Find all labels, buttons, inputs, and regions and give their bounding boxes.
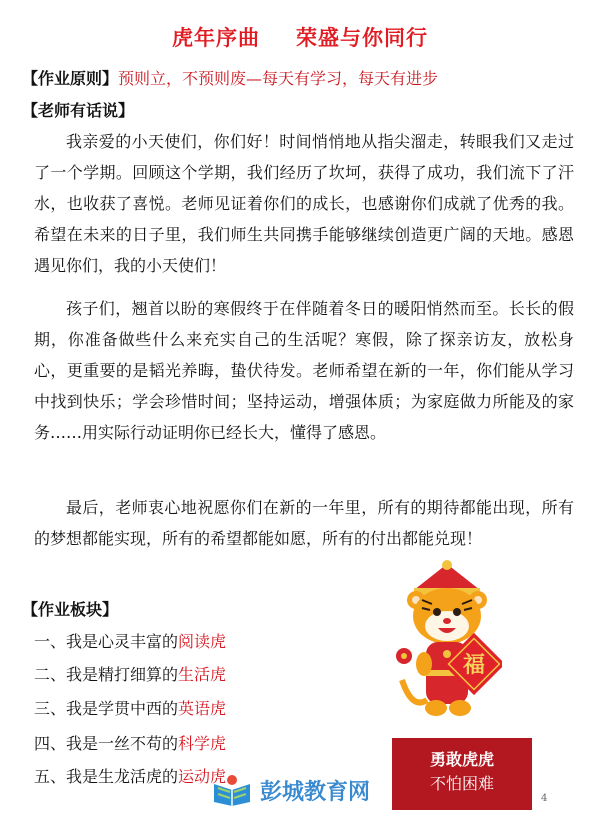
- module-item: [34, 629, 226, 652]
- module-item: [34, 731, 226, 754]
- module-prefix: 二、我是精打细算的: [34, 665, 179, 684]
- page-title: [0, 22, 600, 52]
- paragraph-1: 我亲爱的小天使们，你们好！时间悄悄地从指尖溜走，转眼我们又走过了一个学期。回顾这个学期，我们经历了坎坷，获得了成功，我们流下了汗水，也收获了喜悦。老师见证着你们的成长，也感谢你们成就了优秀的我。希望在未来的日子里，我们师生共同携手能够继续创造更广阔的天地。感恩遇见你们，我的小天使们！: [34, 132, 574, 275]
- badge-line-2: 不怕困难: [429, 774, 494, 793]
- book-icon: [210, 774, 254, 806]
- module-prefix: 五、我是生龙活虎的: [34, 767, 179, 786]
- title-left: 虎年序曲: [172, 26, 260, 50]
- slogan-badge: [392, 738, 532, 810]
- tiger-mascot-illustration: [392, 560, 502, 740]
- modules-label: [22, 597, 118, 620]
- teacher-label-text: 【老师有话说】: [22, 101, 135, 120]
- module-item: [34, 662, 226, 685]
- module-prefix: 四、我是一丝不苟的: [34, 734, 179, 753]
- module-name: 科学虎: [178, 734, 227, 753]
- title-right: 荣盛与你同行: [296, 26, 428, 50]
- badge-line-1: 勇敢虎虎: [429, 750, 494, 769]
- module-name: 运动虎: [178, 767, 227, 786]
- teacher-label: [22, 98, 134, 121]
- module-name: 生活虎: [178, 665, 227, 684]
- principle-label: 【作业原则】: [22, 69, 119, 88]
- paragraph-2: 孩子们，翘首以盼的寒假终于在伴随着冬日的暖阳悄然而至。长长的假期，你准备做些什么来充实自己的生活呢？寒假，除了探亲访友，放松身心，更重要的是韬光养晦，蛰伏待发。老师希望在新的一年，你们能从学习中找到快乐；学会珍惜时间；坚持运动，增强体质；为家庭做力所能及的家务……用实际行动证明你已经长大，懂得了感恩。: [34, 299, 574, 442]
- module-prefix: 一、我是心灵丰富的: [34, 632, 179, 651]
- paragraph-3: 最后，老师衷心地祝愿你们在新的一年里，所有的期待都能出现，所有的梦想都能实现，所有的希望都能如愿，所有的付出都能兑现！: [34, 498, 574, 548]
- module-name: 英语虎: [178, 699, 227, 718]
- principle-text: 预则立，不预则废—每天有学习，每天有进步: [118, 69, 439, 88]
- modules-label-text: 【作业板块】: [22, 600, 119, 619]
- module-item: [34, 696, 226, 719]
- fu-character: 福: [462, 652, 486, 678]
- module-name: 阅读虎: [178, 632, 227, 651]
- module-prefix: 三、我是学贯中西的: [34, 699, 179, 718]
- module-item: [34, 764, 226, 787]
- watermark-logo: [210, 774, 370, 806]
- principle-row: [22, 66, 438, 89]
- page-number: 4: [541, 793, 548, 804]
- watermark-text: 彭城教育网: [260, 779, 371, 805]
